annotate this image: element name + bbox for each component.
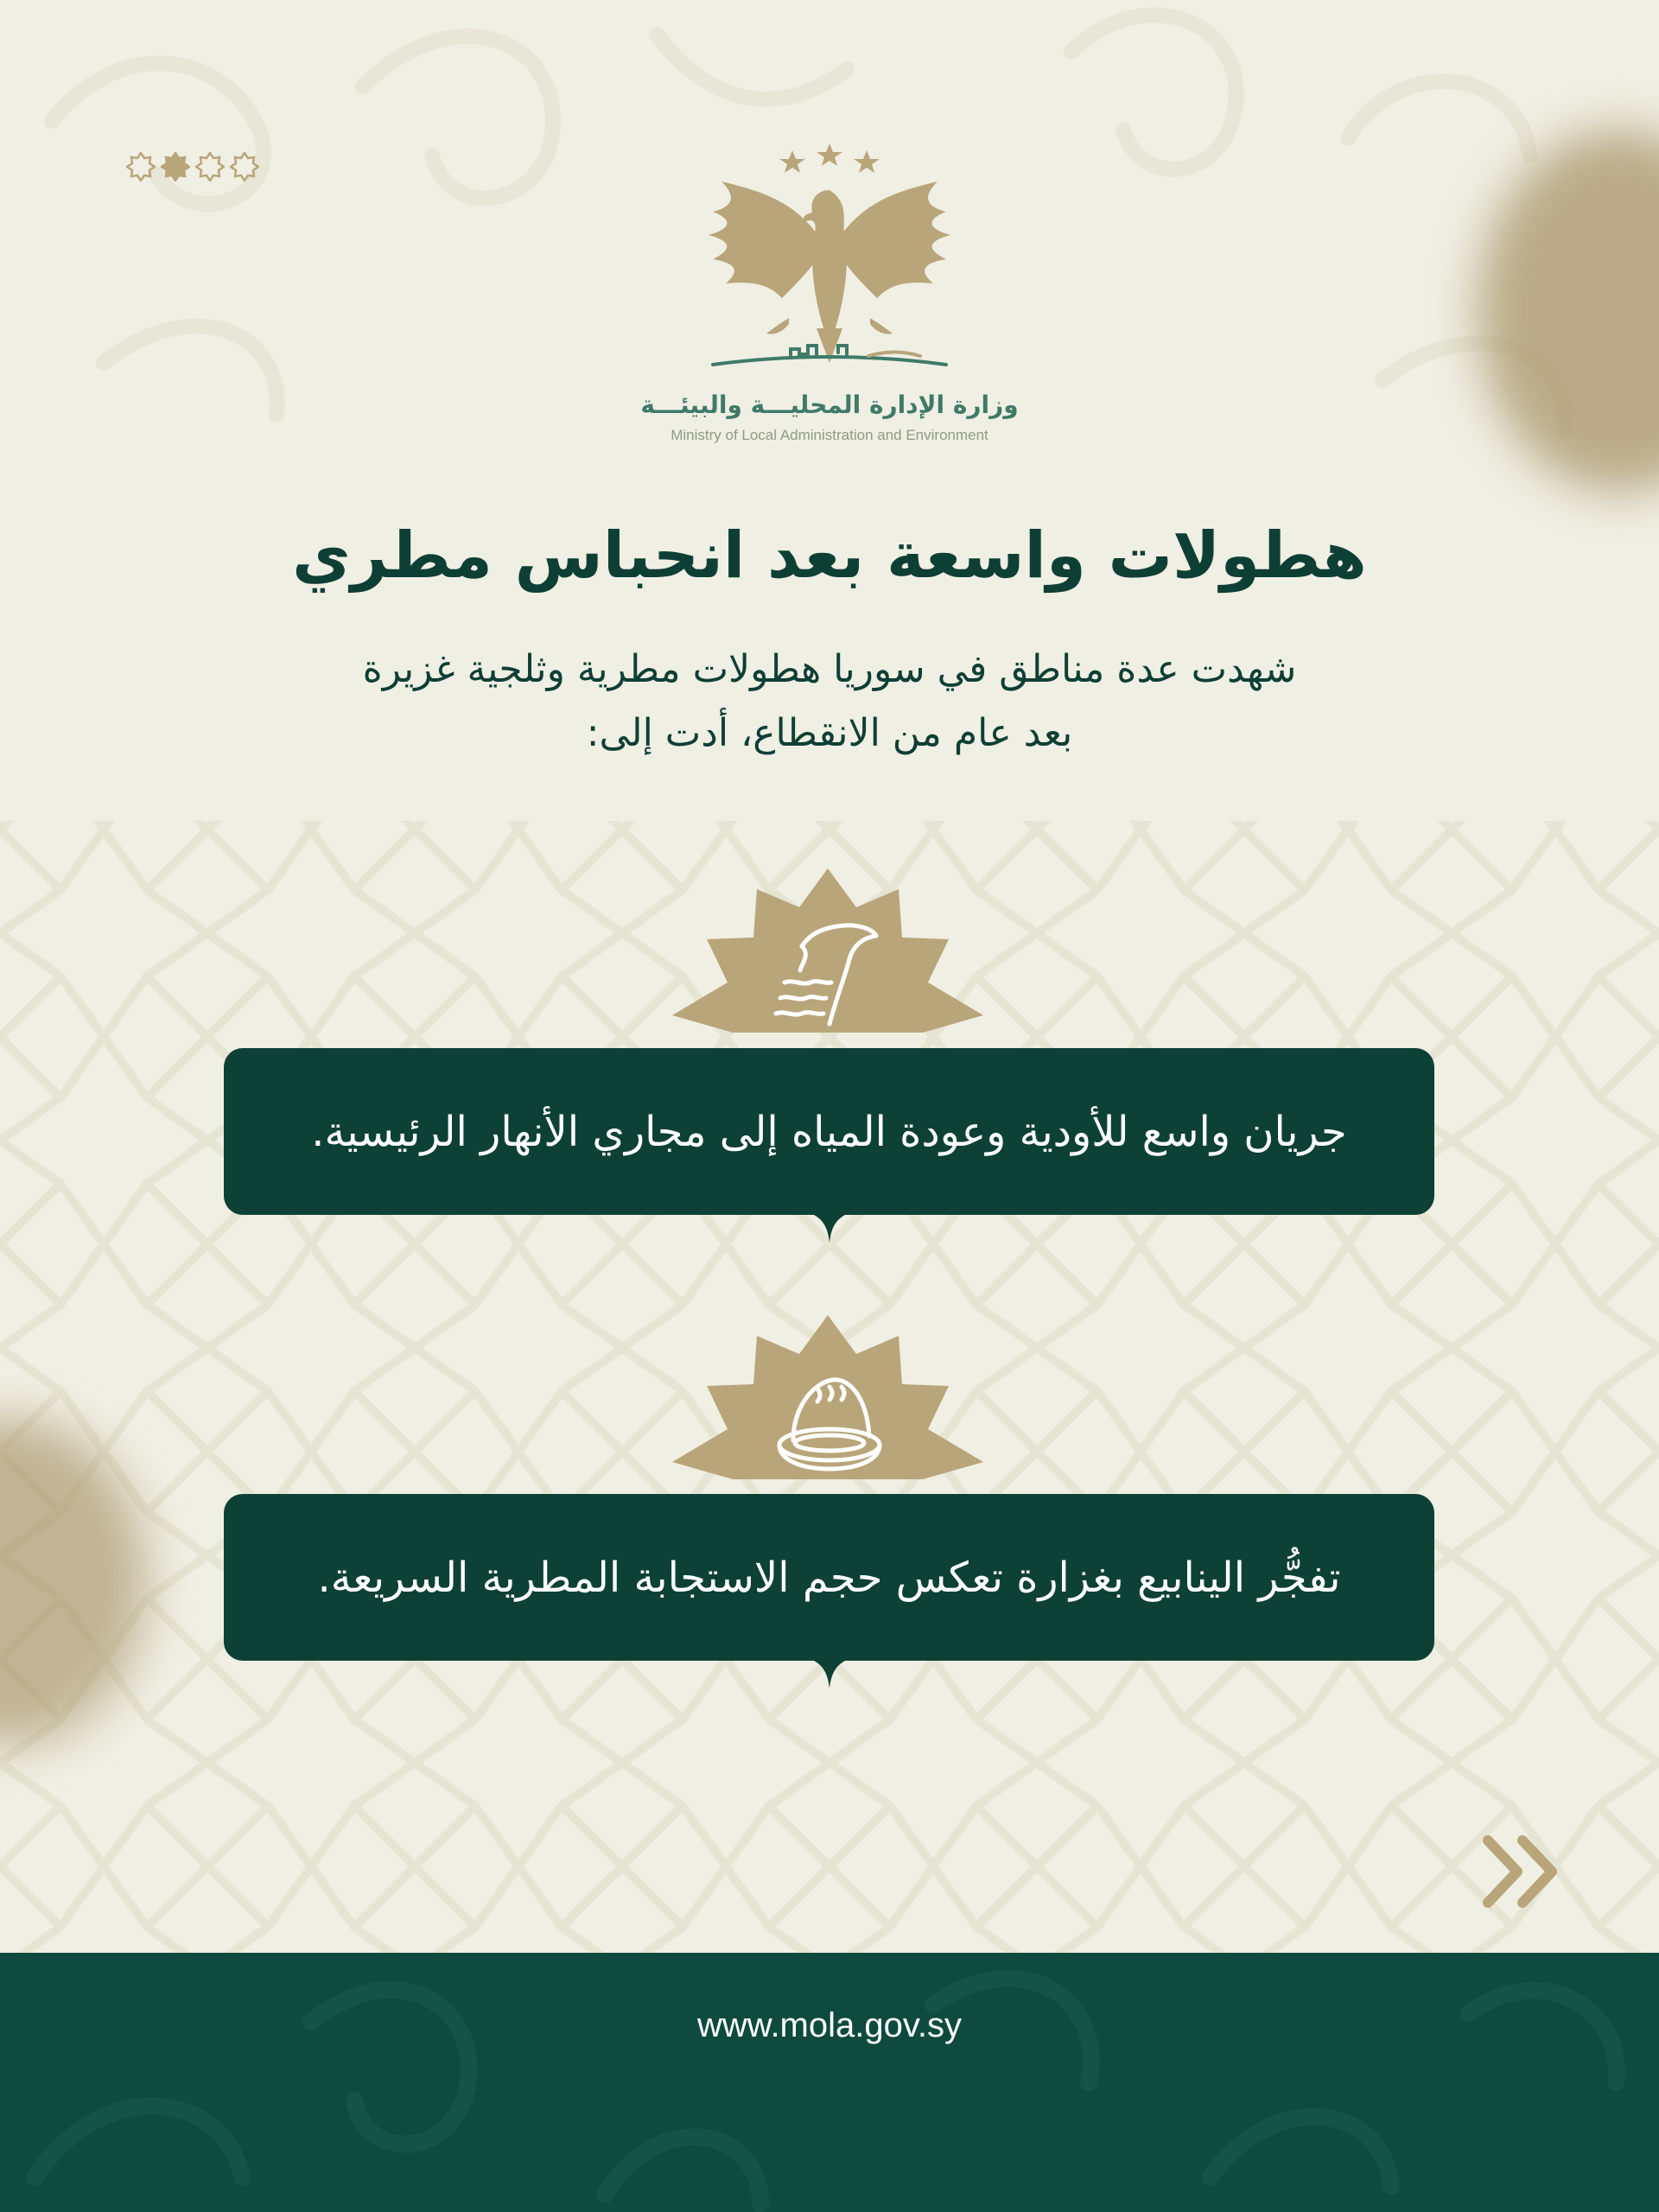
- item-1-card: [224, 1048, 1434, 1215]
- subtitle-line-2: بعد عام من الانقطاع، أدت إلى:: [586, 711, 1073, 755]
- subtitle-line-1: شهدت عدة مناطق في سوريا هطولات مطرية وثلجية غزيرة: [362, 647, 1297, 691]
- card-tail: [810, 1659, 849, 1688]
- ministry-name-english: Ministry of Local Administration and Environment: [671, 427, 988, 443]
- website-link[interactable]: www.mola.gov.sy: [696, 2006, 962, 2044]
- item-1-text: جريان واسع للأودية وعودة المياه إلى مجاري الأنهار الرئيسية.: [311, 1107, 1347, 1156]
- ministry-name-arabic: وزارة الإدارة المحليـــة والبيئـــة: [640, 391, 1019, 419]
- page-indicator: [126, 152, 259, 181]
- footer-bar: [0, 1953, 1659, 2212]
- item-1-badge: [672, 868, 983, 1050]
- pager-dot-2-active: [161, 152, 190, 181]
- footer-pattern: [0, 1953, 1659, 2212]
- eagle-emblem-icon: [687, 138, 972, 380]
- item-2-card: [224, 1494, 1434, 1661]
- double-chevron-right-icon[interactable]: [1478, 1832, 1567, 1911]
- item-2-badge: [672, 1315, 983, 1497]
- pager-dot-1: [126, 152, 156, 181]
- item-2-text: تفجُّر الينابيع بغزارة تعكس حجم الاستجابة المطرية السريعة.: [317, 1553, 1341, 1602]
- pager-dot-3: [195, 152, 225, 181]
- card-tail: [810, 1213, 849, 1243]
- page-subtitle: [259, 638, 1400, 766]
- pager-dot-4: [230, 152, 259, 181]
- page-title: هطولات واسعة بعد انحباس مطري: [292, 518, 1367, 593]
